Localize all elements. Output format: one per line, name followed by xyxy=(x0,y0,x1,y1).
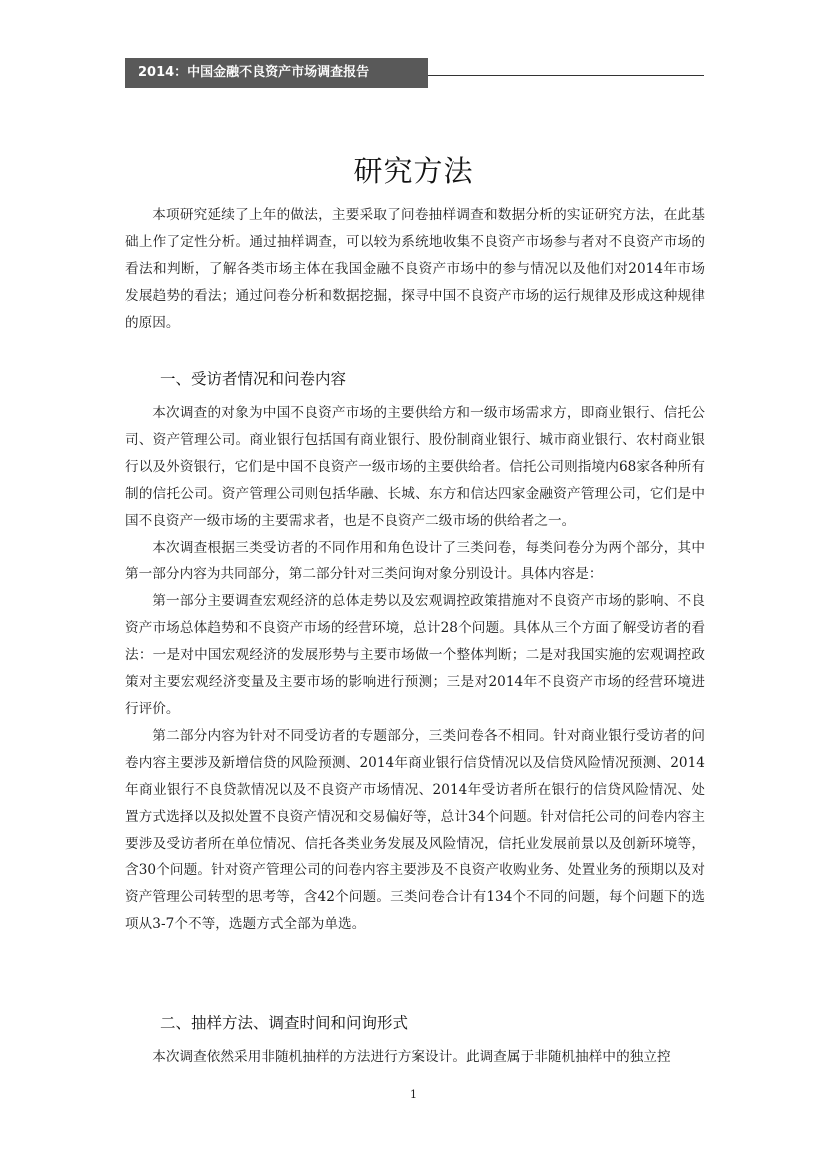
body-paragraph: 本次调查根据三类受访者的不同作用和角色设计了三类问卷，每类问卷分为两个部分，其中第一部分内容为共同部分，第二部分针对三类问询对象分别设计。具体内容是： xyxy=(125,539,705,583)
body-paragraph: 第一部分主要调查宏观经济的总体走势以及宏观调控政策措施对不良资产市场的影响、不良资产市场总体趋势和不良资产市场的经营环境，总计28个问题。具体从三个方面了解受访者的看法：一是对中国宏观经济的发展形势与主要市场做一个整体判断；二是对我国实施的宏观调控政策对主要宏观经济变量及主要市场的影响进行预测；三是对2014年不良资产市场的经营环境进行评价。 xyxy=(125,593,705,717)
section-body-sampling xyxy=(125,1044,671,1071)
body-paragraph: 第二部分内容为针对不同受访者的专题部分，三类问卷各不相同。针对商业银行受访者的问卷内容主要涉及新增信贷的风险预测、2014年商业银行信贷情况以及信贷风险情况预测、2014年商业银行不良贷款情况以及不良资产市场情况、2014年受访者所在银行的信贷风险情况、处置方式选择以及拟处置不良资产情况和交易偏好等，总计34个问题。针对信托公司的问卷内容主要涉及受访者所在单位情况、信托各类业务发展及风险情况，信托业发展前景以及创新环境等，含30个问题。针对资产管理公司的问卷内容主要涉及不良资产收购业务、处置业务的预期以及对资产管理公司转型的思考等，含42个问题。三类问卷合计有134个不同的问题，每个问题下的选项从3-7个不等，选题方式全部为单选。 xyxy=(125,727,705,933)
report-header-title: 2014：中国金融不良资产市场调查报告 xyxy=(125,58,428,88)
page-title: 研究方法 xyxy=(353,154,474,189)
header-divider xyxy=(428,75,704,76)
section-body-respondents xyxy=(125,400,705,938)
page-number: 1 xyxy=(410,1088,417,1101)
section-heading-sampling: 二、抽样方法、调查时间和问询形式 xyxy=(160,1014,409,1032)
body-paragraph: 本次调查的对象为中国不良资产市场的主要供给方和一级市场需求方，即商业银行、信托公司、资产管理公司。商业银行包括国有商业银行、股份制商业银行、城市商业银行、农村商业银行以及外资银行，它们是中国不良资产一级市场的主要供给者。信托公司则指境内68家各种所有制的信托公司。资产管理公司则包括华融、长城、东方和信达四家金融资产管理公司，它们是中国不良资产一级市场的主要需求者，也是不良资产二级市场的供给者之一。 xyxy=(125,405,705,529)
section-heading-respondents: 一、受访者情况和问卷内容 xyxy=(160,370,347,388)
intro-paragraph: 本项研究延续了上年的做法，主要采取了问卷抽样调查和数据分析的实证研究方法，在此基础上作了定性分析。通过抽样调查，可以较为系统地收集不良资产市场参与者对不良资产市场的看法和判断，了解各类市场主体在我国金融不良资产市场中的参与情况以及他们对2014年市场发展趋势的看法；通过问卷分析和数据挖掘，探寻中国不良资产市场的运行规律及形成这种规律的原因。 xyxy=(125,207,705,331)
body-paragraph: 本次调查依然采用非随机抽样的方法进行方案设计。此调查属于非随机抽样中的独立控 xyxy=(152,1049,671,1065)
